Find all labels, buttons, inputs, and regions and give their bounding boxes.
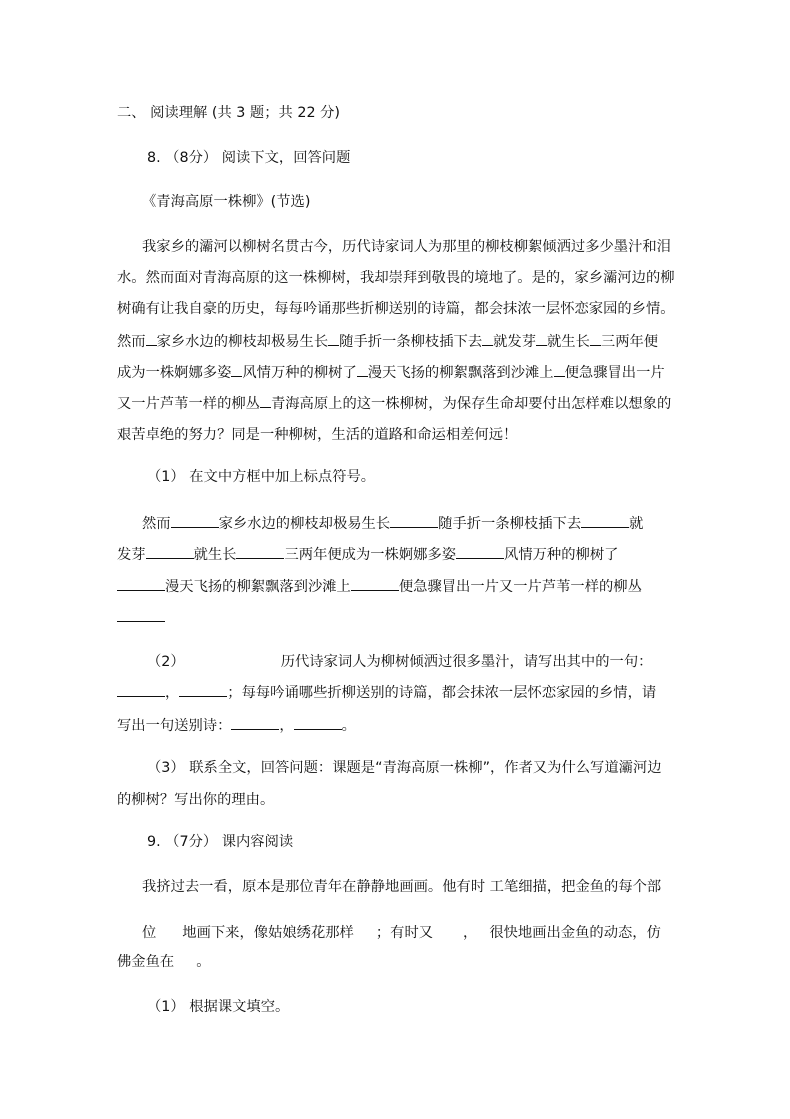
text-line xyxy=(117,953,210,971)
answer-blank[interactable] xyxy=(294,716,342,730)
passage-title: 《青海高原一株柳》(节选) xyxy=(142,194,311,210)
text-line xyxy=(117,716,356,735)
text-line xyxy=(117,577,642,596)
text-segment: ， xyxy=(463,925,478,941)
text-segment: 漫天飞扬的柳絮飘落到沙滩上 xyxy=(165,579,351,595)
answer-blank[interactable] xyxy=(117,683,165,697)
answer-blank[interactable] xyxy=(328,332,339,346)
text-segment: 又一片芦苇一样的柳丛 xyxy=(117,396,260,412)
text-segment: 随手折一条柳枝插下去 xyxy=(438,516,582,532)
text-line xyxy=(117,683,656,702)
text-line xyxy=(117,394,671,413)
text-segment: 就 xyxy=(629,516,644,532)
question-8-sub1-label: （1） 在文中方框中加上标点符号。 xyxy=(147,469,376,485)
answer-blank[interactable] xyxy=(390,514,438,528)
text-segment: 佛金鱼在 xyxy=(117,954,175,970)
text-segment: 很快地画出金鱼的动态，仿 xyxy=(489,925,661,941)
text-line xyxy=(142,924,661,942)
text-segment: 树确有让我自豪的历史，每每吟诵那些折柳送别的诗篇，都会抹浓一层怀恋家园的乡情。 xyxy=(117,301,675,317)
text-segment: 三两年便成为一株婀娜多姿 xyxy=(284,547,457,563)
text-segment: 写出一句送别诗： xyxy=(117,718,232,734)
text-segment: 随手折一条柳枝插下去 xyxy=(339,334,483,350)
answer-blank[interactable] xyxy=(231,363,242,377)
text-segment: 就生长 xyxy=(193,547,237,563)
text-segment: 风情万种的柳树了 xyxy=(242,365,357,381)
text-segment: ；每每吟诵哪些折柳送别的诗篇，都会抹浓一层怀恋家园的乡情，请 xyxy=(227,685,657,701)
answer-blank[interactable] xyxy=(171,514,219,528)
answer-blank[interactable] xyxy=(146,545,194,559)
answer-blank[interactable] xyxy=(231,716,279,730)
text-line xyxy=(147,759,662,777)
text-line xyxy=(117,363,665,382)
answer-blank[interactable] xyxy=(351,577,399,591)
text-line xyxy=(117,791,274,809)
text-segment: 便急骤冒出一片 xyxy=(564,365,665,381)
answer-blank[interactable] xyxy=(117,577,165,591)
answer-blank[interactable] xyxy=(179,683,227,697)
answer-blank[interactable] xyxy=(581,514,629,528)
text-segment: 历代诗家词人为柳树倾洒过很多墨汁，请写出其中的一句： xyxy=(280,654,653,670)
text-segment: 家乡水边的柳枝却极易生长 xyxy=(156,334,329,350)
text-line xyxy=(147,653,652,671)
text-segment: 就生长 xyxy=(547,334,590,350)
section-title: 二、 阅读理解 (共 3 题；共 22 分) xyxy=(117,105,340,121)
text-segment: 。 xyxy=(196,954,211,970)
text-line xyxy=(117,426,517,444)
text-segment: （2） xyxy=(147,654,185,670)
text-segment: ；有时又 xyxy=(375,925,434,941)
text-segment: 位 xyxy=(142,925,157,941)
text-segment: 成为一株婀娜多姿 xyxy=(117,365,232,381)
text-segment: 地画下来，像姑娘绣花那样 xyxy=(182,925,354,941)
text-segment: ， xyxy=(279,718,294,734)
text-line xyxy=(117,608,165,627)
text-line xyxy=(142,878,661,896)
text-segment: 漫天飞扬的柳絮飘落到沙滩上 xyxy=(367,365,554,381)
text-line xyxy=(117,545,618,564)
text-segment: 青海高原上的这一株柳树，为保存生命却要付出怎样难以想象的 xyxy=(270,396,672,412)
text-line xyxy=(142,514,643,533)
answer-blank[interactable] xyxy=(260,394,271,408)
text-line xyxy=(142,238,671,256)
answer-blank[interactable] xyxy=(482,332,493,346)
text-line xyxy=(117,300,675,318)
text-segment: 然而 xyxy=(142,516,171,532)
answer-blank[interactable] xyxy=(536,332,547,346)
text-segment: 水。然而面对青海高原的这一株柳树，我却崇拜到敬畏的境地了。是的，家乡灞河边的柳 xyxy=(117,270,675,286)
answer-blank[interactable] xyxy=(590,332,601,346)
text-segment: ， xyxy=(165,685,180,701)
text-segment: 我挤过去一看，原本是那位青年在静静地画画。他有时 工笔细描，把金鱼的每个部 xyxy=(142,879,662,895)
answer-blank[interactable] xyxy=(236,545,284,559)
answer-blank[interactable] xyxy=(357,363,368,377)
answer-blank[interactable] xyxy=(146,332,157,346)
question-9-header: 9. （7分） 课内容阅读 xyxy=(147,834,294,850)
text-segment: 就发芽 xyxy=(493,334,537,350)
text-segment: 。 xyxy=(341,718,356,734)
text-line xyxy=(117,332,658,351)
question-8-header: 8. （8分） 阅读下文，回答问题 xyxy=(147,150,351,166)
text-segment: 风情万种的柳树了 xyxy=(504,547,619,563)
text-segment: 便急骤冒出一片又一片芦苇一样的柳丛 xyxy=(398,579,642,595)
text-line xyxy=(117,269,675,287)
text-segment: 发芽 xyxy=(117,547,146,563)
text-segment: （3） 联系全文，回答问题：课题是“青海高原一株柳”，作者又为什么写道灞河边 xyxy=(147,760,662,776)
question-9-sub1-label: （1） 根据课文填空。 xyxy=(147,999,290,1015)
text-segment: 的柳树？写出你的理由。 xyxy=(117,792,275,808)
answer-blank[interactable] xyxy=(456,545,504,559)
answer-blank[interactable] xyxy=(117,608,165,622)
text-segment: 家乡水边的柳枝却极易生长 xyxy=(218,516,391,532)
text-segment: 我家乡的灞河以柳树名贯古今，历代诗家词人为那里的柳枝柳絮倾洒过多少墨汁和泪 xyxy=(142,239,671,255)
text-segment: 艰苦卓绝的努力？同是一种柳树，生活的道路和命运相差何远！ xyxy=(117,427,518,443)
text-segment: 然而 xyxy=(117,334,146,350)
text-segment: 三两年便 xyxy=(600,334,659,350)
answer-blank[interactable] xyxy=(554,363,565,377)
